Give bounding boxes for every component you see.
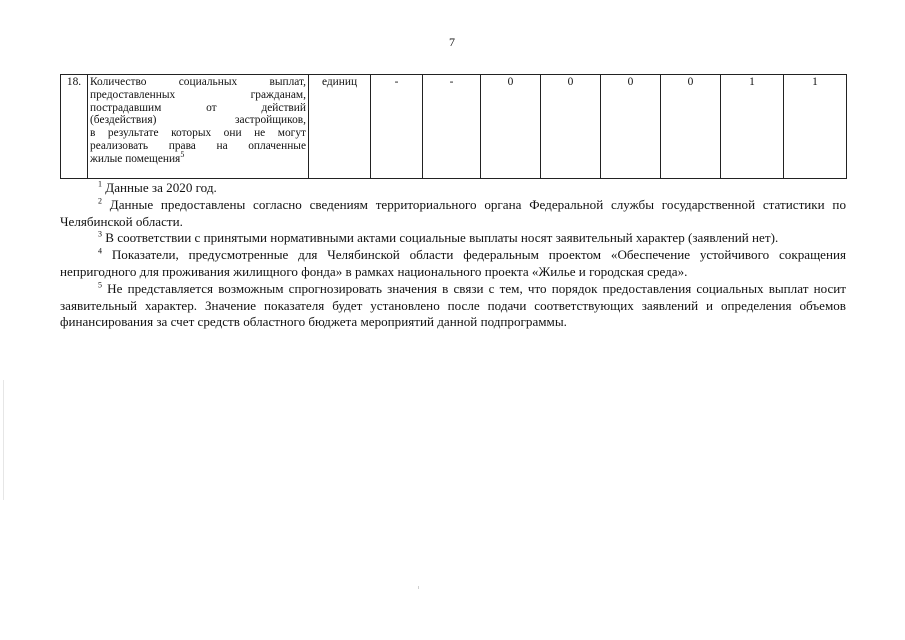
value-cell: 1: [784, 75, 847, 179]
indicator-name-line-last: [90, 149, 306, 166]
footnote-ref: 5: [180, 149, 185, 159]
value-cell: 0: [481, 75, 541, 179]
footnote-mark: 1: [98, 179, 102, 189]
footnote-5: [60, 281, 846, 331]
scan-speck: [418, 586, 419, 589]
row-number: 18.: [61, 75, 88, 179]
footnote-mark: 4: [98, 246, 102, 256]
value-cell: -: [423, 75, 481, 179]
footnote-mark: 3: [98, 230, 102, 240]
page-number: 7: [449, 35, 455, 49]
value-cell: 0: [601, 75, 661, 179]
footnote-mark: 2: [98, 196, 102, 206]
value-cell: 0: [661, 75, 721, 179]
value-cell: 1: [721, 75, 784, 179]
value-cell: 0: [541, 75, 601, 179]
footnote-text: Не представляется возможным спрогнозировать значения в связи с тем, что порядок предоставления социальных выплат носит заявительный характер. Значение показателя будет установлено после подачи соответствующих заявлений и определения объемов финансирования за счет средств областного бюджета мероприятий данной подпрограммы.: [60, 280, 846, 330]
footnote-4: [60, 247, 846, 281]
footnote-text: Данные предоставлены согласно сведениям территориального органа Федеральной службы государственной статистики по Челябинской области.: [60, 196, 846, 229]
indicator-name-line: реализовать права на оплаченные: [90, 139, 306, 152]
indicator-name-line: (бездействия) застройщиков,: [90, 114, 306, 127]
indicator-name: [88, 75, 309, 179]
indicator-name-line: жилые помещения: [90, 152, 181, 165]
indicator-name-line: предоставленных гражданам,: [90, 88, 306, 101]
indicator-name-line: пострадавшим от действий: [90, 101, 306, 114]
indicator-table: [60, 74, 847, 179]
footnote-text: В соответствии с принятыми нормативными актами социальные выплаты носят заявительный характер (заявлений нет).: [105, 230, 779, 246]
value-cell: -: [371, 75, 423, 179]
footnotes: [60, 180, 846, 331]
footnote-3: [60, 230, 846, 247]
footnote-text: Данные за 2020 год.: [105, 180, 217, 195]
unit-cell: единиц: [309, 75, 371, 179]
footnote-text: Показатели, предусмотренные для Челябинской области федеральным проектом «Обеспечение устойчивого сокращения непригодного для проживания жилищного фонда» в рамках национального проекта «Жилье и городская среда».: [60, 247, 846, 279]
table-row: [61, 75, 847, 179]
footnote-2: [60, 197, 846, 231]
scan-edge-mark: [3, 380, 4, 500]
indicator-name-line: в результате которых они не могут: [90, 127, 306, 140]
footnote-1: [60, 180, 846, 197]
indicator-name-line: Количество социальных выплат,: [90, 76, 306, 88]
footnote-mark: 5: [98, 280, 102, 290]
